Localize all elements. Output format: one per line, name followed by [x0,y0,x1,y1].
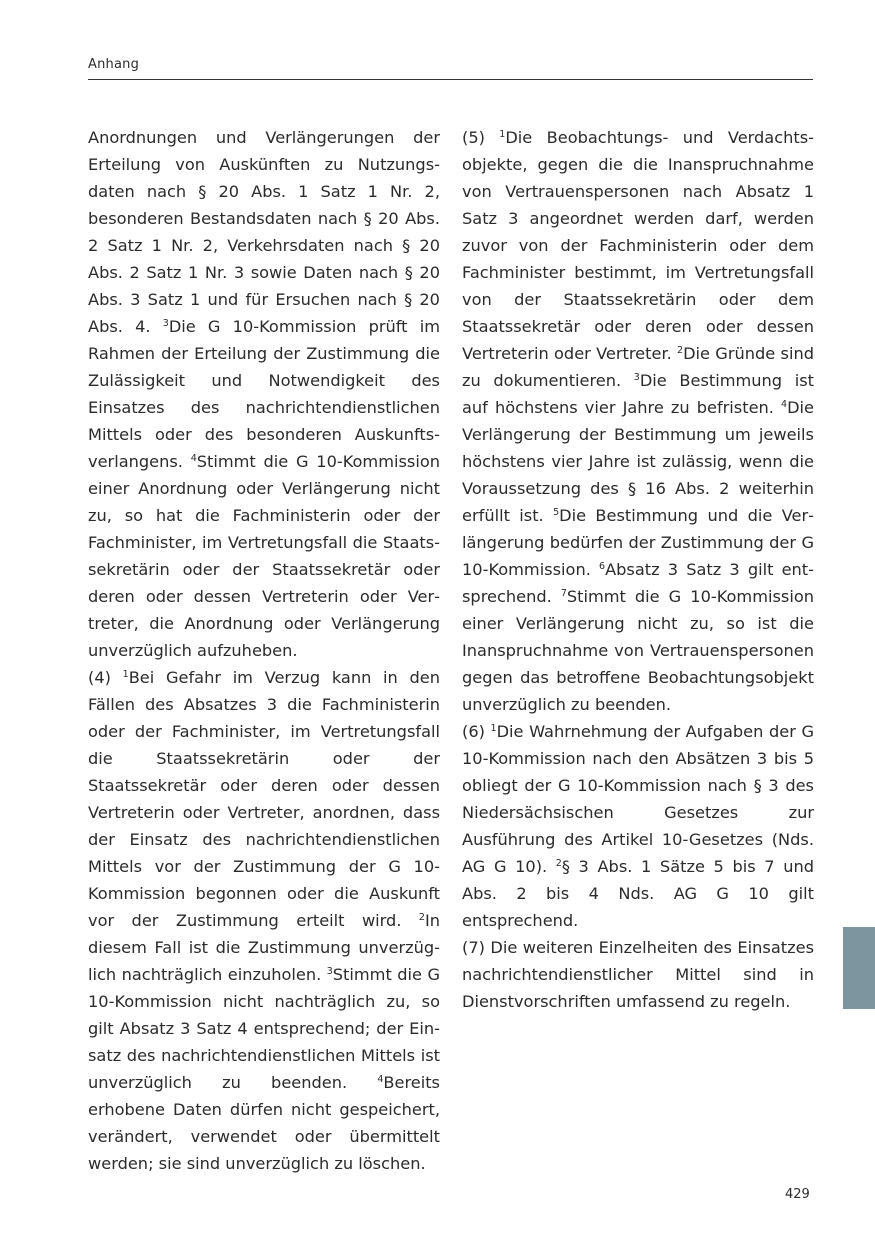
sentence-text: Die G 10-Kommission prüft im Rahmen der Erteilung der Zustimmung die Zulässigkeit und Notwendigkeit des Einsatzes des nachrichtendienstlichen Mittels oder des besonderen Auskunftsverlangens. [88,317,440,471]
sentence-number: 2 [418,912,425,923]
right-column [462,124,814,1015]
paragraph-5 [462,124,814,718]
paragraph-7: (7) Die weiteren Einzelheiten des Einsatzes nachrichtendienstlicher Mittel sind in Dienstvorschriften umfassend zu regeln. [462,938,814,1011]
left-column [88,124,440,1177]
paragraph-number: (6) [462,722,491,741]
sentence-text: Die Gründe sind zu dokumentieren. [462,344,814,390]
sentence-text: Absatz 3 Satz 3 gilt entsprechend. [462,560,814,606]
sentence-number: 5 [553,507,560,518]
sentence-text: Stimmt die G 10-Kommission einer Verlängerung nicht zu, so ist die Inanspruchnahme von Vertrauenspersonen gegen das betroffene Beobachtungsobjekt unverzüglich zu beenden. [462,587,814,714]
sentence-text: Die Verlängerung der Bestimmung um jeweils höchstens vier Jahre ist zulässig, wenn die Voraussetzung des § 16 Abs. 2 weiterhin erfüllt ist. [462,398,814,525]
chapter-thumb-tab [843,927,875,1009]
sentence-text: Die Beobachtungs- und Verdachtsobjekte, gegen die die Inanspruchnahme von Vertrauenspersonen nach Absatz 1 Satz 3 angeordnet werden darf, werden zuvor von der Fachministerin oder dem Fachminister bestimmt, im Vertretungsfall von der Staatssekretärin oder dem Staatssekretär oder deren oder dessen Vertreterin oder Vertreter. [462,128,815,363]
sentence-text: Anordnungen und Verlängerungen der Erteilung von Auskünften zu Nutzungsdaten nach § 20 Abs. 1 Satz 1 Nr. 2, besonderen Bestandsdaten nach § 20 Abs. 2 Satz 1 Nr. 2, Verkehrsdaten nach § 20 Abs. 2 Satz 1 Nr. 3 sowie Daten nach § 20 Abs. 3 Satz 1 und für Ersuchen nach § 20 Abs. 4. [88,128,440,336]
sentence-number: 1 [490,723,497,734]
sentence-text: Die Wahrnehmung der Aufgaben der G 10-Kommission nach den Absätzen 3 bis 5 obliegt der G 10-Kommission nach § 3 des Niedersächsischen Gesetzes zur Ausführung des Artikel 10-Gesetzes (Nds. AG G 10). [462,722,814,876]
sentence-number: 3 [326,966,333,977]
sentence-text: Bei Gefahr im Verzug kann in den Fällen des Absatzes 3 die Fachministerin oder der Fachminister, im Vertretungsfall die Staatssekretärin oder der Staatssekretär oder deren oder dessen Vertreterin oder Vertreter, anordnen, dass der Einsatz des nachrichtendienstlichen Mittels vor der Zustimmung der G 10-Kommission begonnen oder die Auskunft vor der Zustimmung erteilt wird. [88,668,440,930]
sentence-text: Die Bestimmung ist auf höchstens vier Jahre zu befristen. [462,371,814,417]
sentence-number: 4 [377,1074,384,1085]
sentence-number: 2 [677,345,684,356]
sentence-text: Die Bestimmung und die Verlängerung bedürfen der Zustimmung der G 10-Kommission. [462,506,814,579]
sentence-number: 3 [162,318,169,329]
header-rule [88,79,813,80]
sentence-text: § 3 Abs. 1 Sätze 5 bis 7 und Abs. 2 bis 4 Nds. AG G 10 gilt entsprechend. [462,857,814,930]
sentence-number: 1 [499,129,506,140]
sentence-text: Stimmt die G 10-Kommission einer Anordnung oder Verlängerung nicht zu, so hat die Fachministerin oder der Fachminister, im Vertretungsfall die Staatssekretärin oder der Staatssekretär oder deren oder dessen Vertreterin oder Vertreter, die Anordnung oder Verlängerung unverzüglich aufzuheben. [88,452,440,660]
sentence-number: 3 [633,372,640,383]
sentence-number: 1 [122,669,129,680]
sentence-text: Bereits erhobene Daten dürfen nicht gespeichert, verändert, verwendet oder übermittelt werden; sie sind unverzüglich zu löschen. [88,1073,440,1173]
sentence-text: Stimmt die G 10-Kommission nicht nachträglich zu, so gilt Absatz 3 Satz 4 entsprechend; der Einsatz des nachrichtendienstlichen Mittels ist unverzüglich zu beenden. [88,965,440,1092]
sentence-number: 4 [781,399,788,410]
sentence-number: 2 [555,858,562,869]
running-header: Anhang [88,57,140,72]
sentence-text: In diesem Fall ist die Zustimmung unverzüglich nachträglich einzuholen. [88,911,440,984]
sentence-number: 7 [560,588,567,599]
page-number: 429 [785,1187,810,1202]
paragraph-3-continued [88,124,440,664]
sentence-number: 4 [190,453,197,464]
sentence-number: 6 [599,561,606,572]
paragraph-number: (5) [462,128,500,147]
paragraph-number: (4) [88,668,123,687]
paragraph-4 [88,664,440,1177]
paragraph-6 [462,718,814,934]
